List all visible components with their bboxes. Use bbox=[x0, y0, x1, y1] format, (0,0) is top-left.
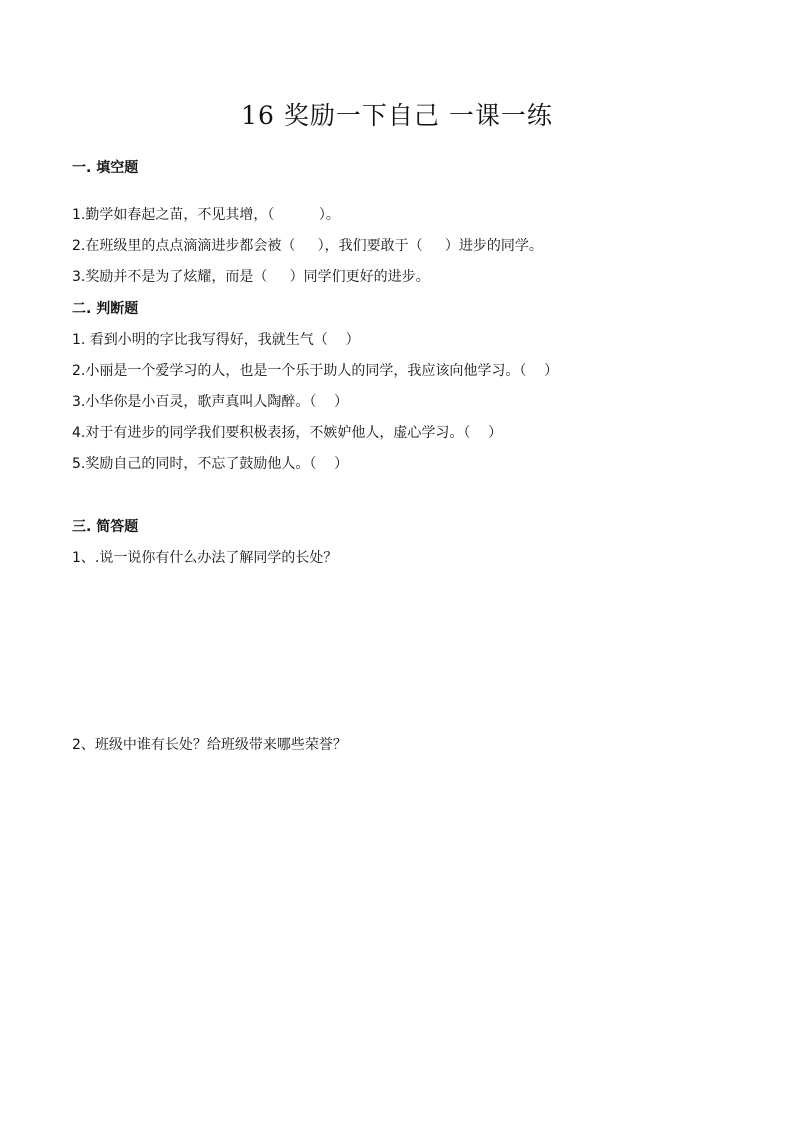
true-false-question-3: 3.小华你是小百灵，歌声真叫人陶醉。（ ） bbox=[72, 394, 349, 410]
short-answer-question-2: 2、班级中谁有长处？给班级带来哪些荣誉？ bbox=[72, 737, 347, 753]
section-heading-true-false: 二. 判断题 bbox=[72, 301, 139, 317]
page-title: 16 奖励一下自己 一课一练 bbox=[241, 101, 553, 130]
section-heading-fill-blank: 一. 填空题 bbox=[72, 160, 139, 176]
fill-blank-question-3: 3.奖励并不是为了炫耀，而是（ ）同学们更好的进步。 bbox=[72, 269, 430, 285]
true-false-question-5: 5.奖励自己的同时，不忘了鼓励他人。（ ） bbox=[72, 456, 349, 472]
fill-blank-question-2: 2.在班级里的点点滴滴进步都会被（ ），我们要敢于（ ）进步的同学。 bbox=[72, 238, 543, 254]
true-false-question-4: 4.对于有进步的同学我们要积极表扬，不嫉妒他人，虚心学习。（ ） bbox=[72, 425, 503, 441]
fill-blank-question-1: 1.勤学如春起之苗，不见其增，（ ）。 bbox=[72, 207, 340, 223]
section-heading-short-answer: 三. 简答题 bbox=[72, 519, 139, 535]
true-false-question-2: 2.小丽是一个爱学习的人，也是一个乐于助人的同学，我应该向他学习。（ ） bbox=[72, 363, 559, 379]
short-answer-question-1: 1、.说一说你有什么办法了解同学的长处？ bbox=[72, 550, 338, 566]
true-false-question-1: 1. 看到小明的字比我写得好，我就生气（ ） bbox=[72, 332, 360, 348]
